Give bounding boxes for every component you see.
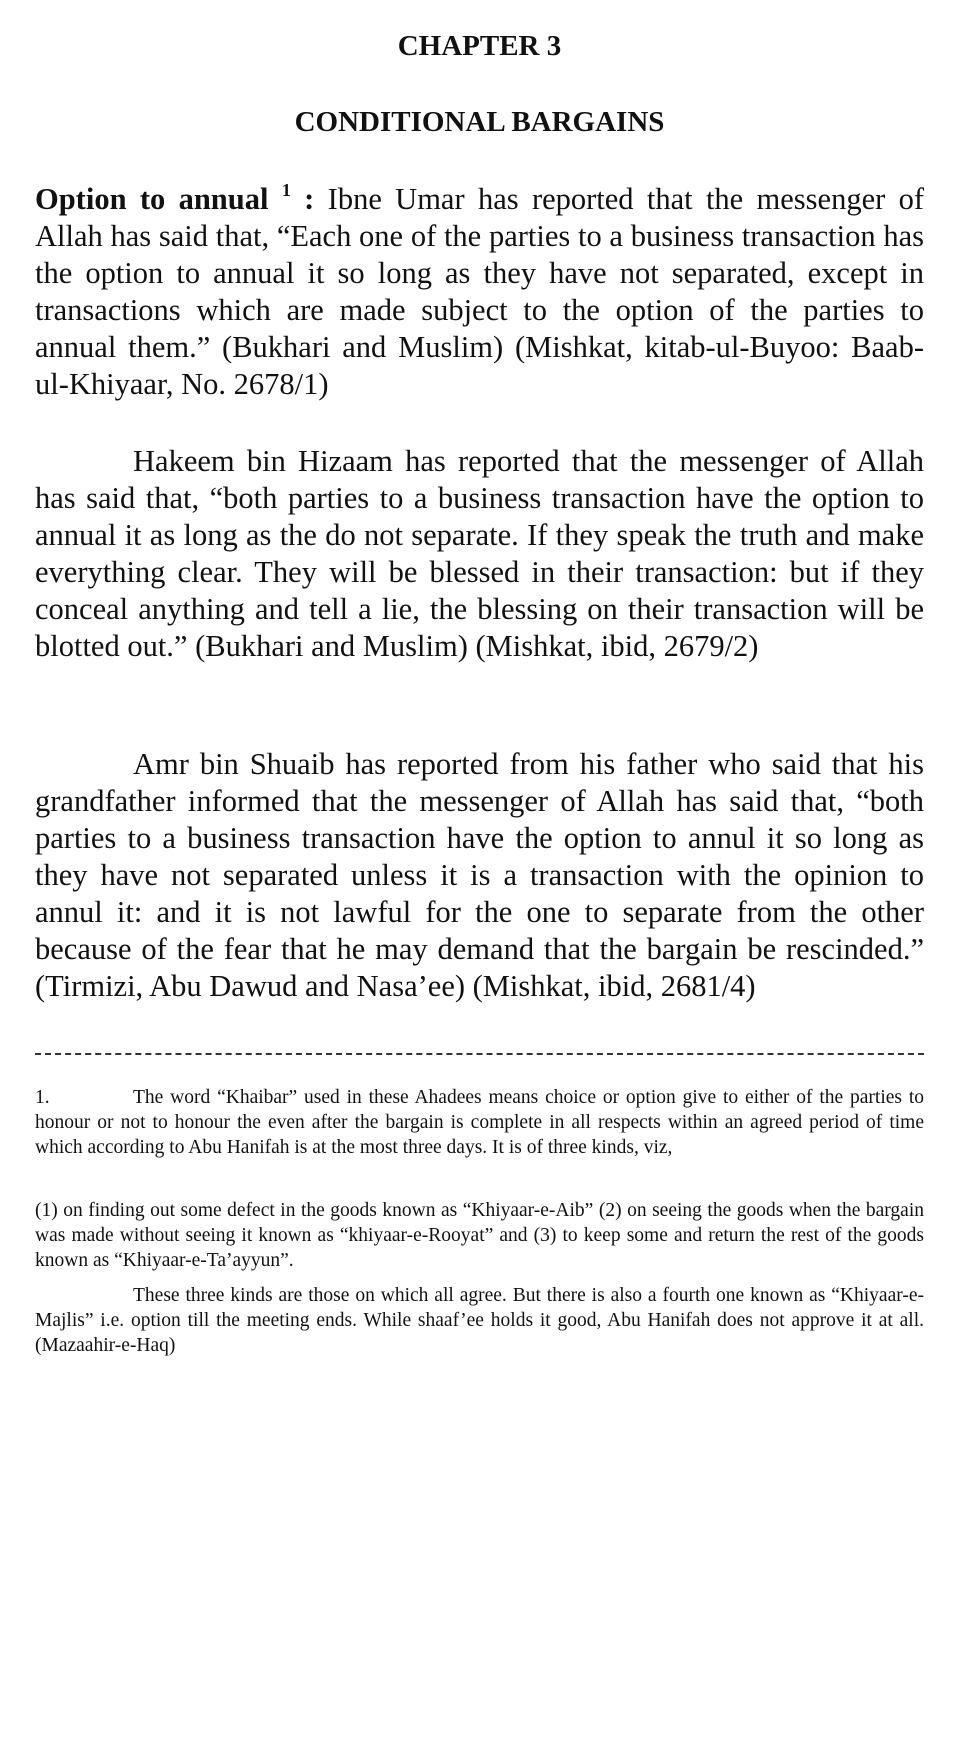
- footnote-text: (1) on finding out some defect in the goods known as “Khiyaar-e-Aib” (2) on seeing the goods when the bargain was made without seeing it known as “khiyaar-e-Rooyat” and (3) to keep some and return the rest of the goods known as “Khiyaar-e-Ta’ayyun”.: [35, 1200, 924, 1271]
- chapter-title: CONDITIONAL BARGAINS: [294, 106, 665, 138]
- paragraph-amr: [35, 746, 924, 1005]
- paragraph-text: Amr bin Shuaib has reported from his father who said that his grandfather informed that the messenger of Allah has said that, “both parties to a business transaction have the option to annul it so long as they have not separated unless it is a transaction with the opinion to annul it: and it is not lawful for the one to separate from the other because of the fear that he may demand that the bargain be rescinded.” (Tirmizi, Abu Dawud and Nasa’ee) (Mishkat, ibid, 2681/4): [35, 747, 924, 1003]
- footnote-kinds: [35, 1198, 924, 1273]
- run-in-heading: [35, 182, 314, 216]
- footnote-fourth-kind: [35, 1283, 924, 1358]
- paragraph-text: Hakeem bin Hizaam has reported that the messenger of Allah has said that, “both parties to a business transaction have the option to annual it as long as the do not separate. If they speak the truth and make everything clear. They will be blessed in their transaction: but if they conceal anything and tell a lie, the blessing on their transaction will be blotted out.” (Bukhari and Muslim) (Mishkat, ibid, 2679/2): [35, 444, 924, 663]
- footnote-reference: 1: [281, 180, 291, 200]
- paragraph-hakeem: [35, 443, 924, 665]
- paragraph-text: Ibne Umar has reported that the messenger of Allah has said that, “Each one of the parties to a business transaction has the option to annual it so long as they have not separated, except in transactions which are made subject to the option of the parties to annual them.” (Bukhari and Muslim) (Mishkat, kitab-ul-Buyoo: Baab-ul-Khiyaar, No. 2678/1): [35, 182, 925, 401]
- run-in-colon: :: [304, 182, 315, 216]
- footnote-divider: [35, 1053, 924, 1055]
- paragraph-option-to-annual: [35, 181, 924, 403]
- run-in-label: Option to annual: [35, 182, 269, 216]
- chapter-number: CHAPTER 3: [397, 30, 562, 62]
- footnote-marker: 1.: [35, 1087, 50, 1108]
- footnote-text: The word “Khaibar” used in these Ahadees means choice or option give to either of the parties to honour or not to honour the even after the bargain is complete in all respects within an agreed period of time which according to Abu Hanifah is at the most three days. It is of three kinds, viz,: [35, 1087, 924, 1158]
- footnote-text: These three kinds are those on which all agree. But there is also a fourth one known as “Khiyaar-e-Majlis” i.e. option till the meeting ends. While shaaf’ee holds it good, Abu Hanifah does not approve it at all. (Mazaahir-e-Haq): [35, 1285, 924, 1356]
- footnote-1: [35, 1085, 924, 1160]
